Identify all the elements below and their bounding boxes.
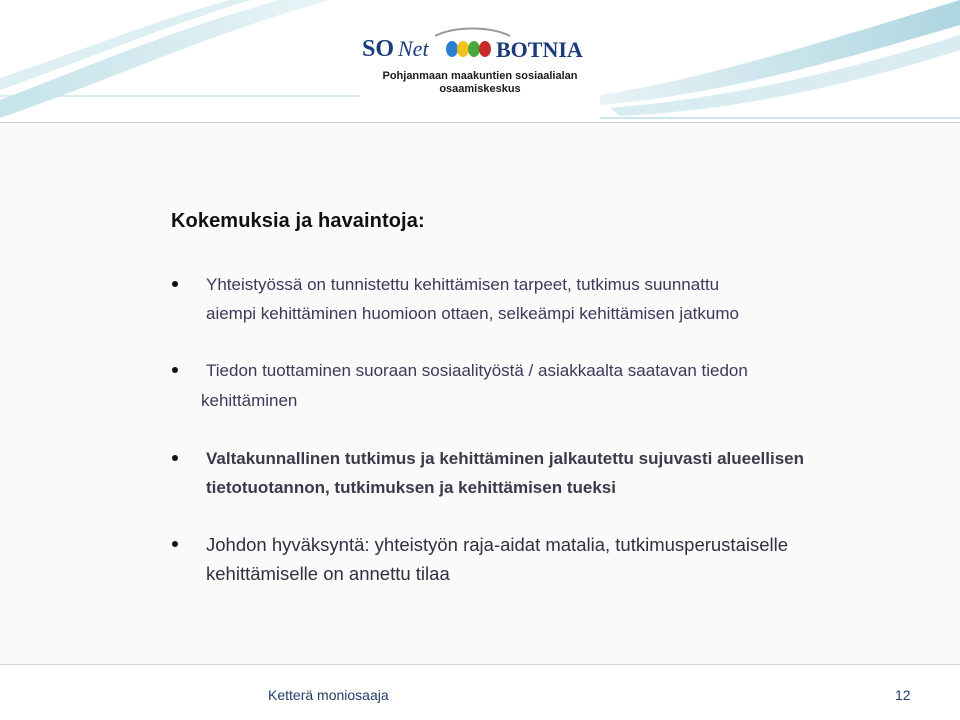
bullet-dot-icon xyxy=(172,281,178,287)
bullet-item xyxy=(171,270,956,328)
logo-red-oval xyxy=(479,41,491,57)
bullet-3-line-1: Valtakunnallinen tutkimus ja kehittäminen jalkautettu sujuvasti alueellisen xyxy=(206,449,805,468)
bullet-3-line-2: tietotuotannon, tutkimuksen ja kehittämisen tueksi xyxy=(206,478,616,497)
footer-divider xyxy=(0,664,960,665)
page-number: 12 xyxy=(895,687,911,703)
bullet-list xyxy=(171,270,956,588)
logo-blue-oval xyxy=(446,41,458,57)
logo-botnia-text: BOTNIA xyxy=(496,37,583,62)
logo-net-text: Net xyxy=(398,36,429,61)
logo-yellow-oval xyxy=(457,41,469,57)
sonet-botnia-logo xyxy=(360,12,600,100)
bullet-item xyxy=(171,530,956,588)
header-band xyxy=(0,0,960,130)
bullet-item xyxy=(171,356,956,416)
bullet-4-line-1: Johdon hyväksyntä: yhteistyön raja-aidat matalia, tutkimusperustaiselle xyxy=(206,534,789,555)
logo-subtitle xyxy=(360,70,600,96)
bullet-2-line-2: kehittäminen xyxy=(201,391,298,410)
bullet-2-line-1: Tiedon tuottaminen suoraan sosiaalityöstä / asiakkaalta saatavan tiedon xyxy=(206,361,748,380)
bullet-1-line-1: Yhteistyössä on tunnistettu kehittämisen tarpeet, tutkimus suunnattu xyxy=(206,275,720,294)
bullet-dot-icon xyxy=(172,455,178,461)
footer-text: Ketterä moniosaaja xyxy=(268,687,389,703)
bullet-4-line-2: kehittämiselle on annettu tilaa xyxy=(206,563,450,584)
bullet-dot-icon xyxy=(172,367,178,373)
logo-green-oval xyxy=(468,41,480,57)
logo-subtitle-line2: osaamiskeskus xyxy=(439,83,521,95)
slide-title: Kokemuksia ja havaintoja: xyxy=(171,210,425,232)
bullet-dot-icon xyxy=(172,541,178,547)
bullet-item xyxy=(171,444,956,502)
logo-wordmark xyxy=(360,26,600,66)
bullet-1-line-2: aiempi kehittäminen huomioon ottaen, selkeämpi kehittämisen jatkumo xyxy=(206,304,739,323)
logo-subtitle-line1: Pohjanmaan maakuntien sosiaalialan xyxy=(382,70,578,82)
logo-so-text: SO xyxy=(362,36,395,62)
